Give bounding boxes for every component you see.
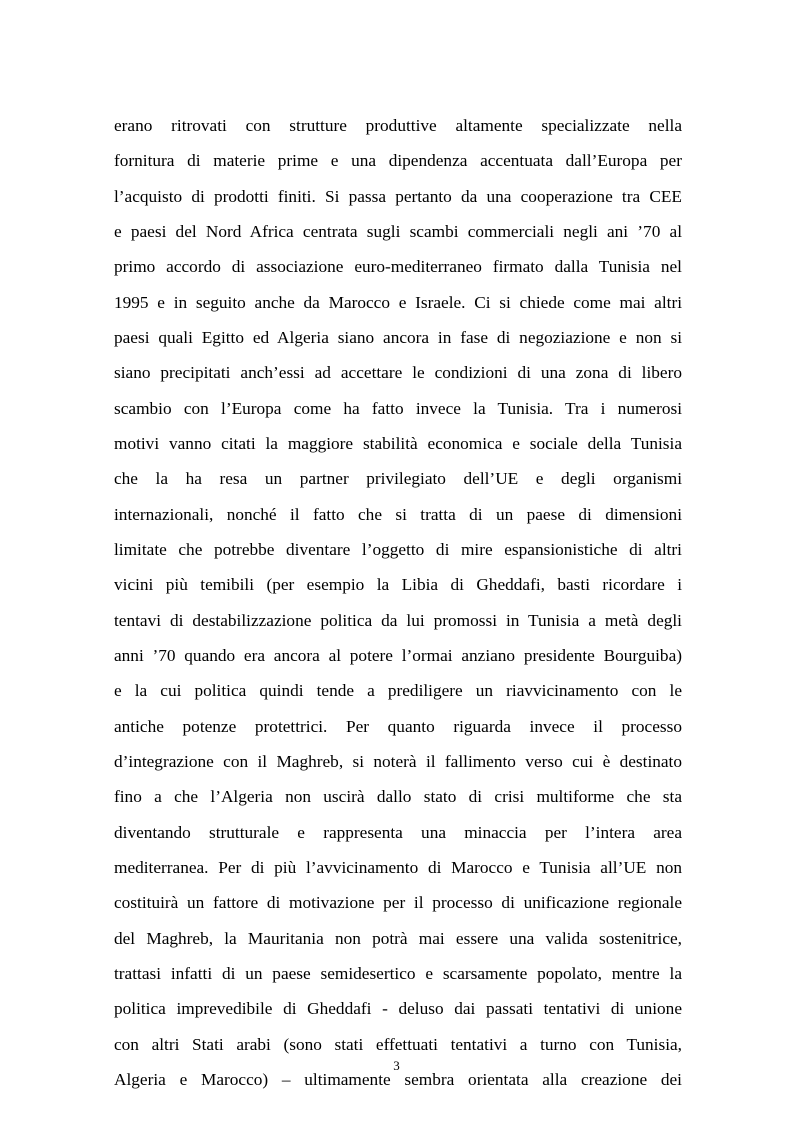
text-line: d’integrazione con il Maghreb, si noterà il fallimento verso cui è destinato (114, 751, 682, 771)
text-line: 1995 e in seguito anche da Marocco e Israele. Ci si chiede come mai altri (114, 292, 682, 312)
body-paragraph (114, 108, 682, 1097)
page-number: 3 (393, 1058, 400, 1073)
text-line: motivi vanno citati la maggiore stabilità economica e sociale della Tunisia (114, 433, 682, 453)
text-line: limitate che potrebbe diventare l’oggetto di mire espansionistiche di altri (114, 539, 682, 559)
text-line: anni ’70 quando era ancora al potere l’ormai anziano presidente Bourguiba) (114, 645, 682, 665)
text-line: paesi quali Egitto ed Algeria siano ancora in fase di negoziazione e non si (114, 327, 682, 347)
text-line: fino a che l’Algeria non uscirà dallo stato di crisi multiforme che sta (114, 787, 682, 807)
text-line: politica imprevedibile di Gheddafi - deluso dai passati tentativi di unione (114, 999, 682, 1019)
text-line: diventando strutturale e rappresenta una minaccia per l’intera area (114, 822, 682, 842)
text-line: e la cui politica quindi tende a prediligere un riavvicinamento con le (114, 681, 682, 701)
text-line: che la ha resa un partner privilegiato dell’UE e degli organismi (114, 469, 682, 489)
text-line: siano precipitati anch’essi ad accettare le condizioni di una zona di libero (114, 363, 682, 383)
text-line: primo accordo di associazione euro-mediterraneo firmato dalla Tunisia nel (114, 257, 682, 277)
text-line: antiche potenze protettrici. Per quanto riguarda invece il processo (114, 716, 682, 736)
text-line: del Maghreb, la Mauritania non potrà mai essere una valida sostenitrice, (114, 928, 682, 948)
text-line: l’acquisto di prodotti finiti. Si passa pertanto da una cooperazione tra CEE (114, 186, 682, 206)
text-line: e paesi del Nord Africa centrata sugli scambi commerciali negli ani ’70 al (114, 221, 682, 241)
text-line: tentavi di destabilizzazione politica da lui promossi in Tunisia a metà degli (114, 610, 682, 630)
text-line: mediterranea. Per di più l’avvicinamento di Marocco e Tunisia all’UE non (114, 857, 682, 877)
text-line: erano ritrovati con strutture produttive altamente specializzate nella (114, 116, 682, 135)
text-line: scambio con l’Europa come ha fatto invece la Tunisia. Tra i numerosi (114, 398, 682, 418)
text-line: internazionali, nonché il fatto che si tratta di un paese di dimensioni (114, 504, 682, 524)
text-line: fornitura di materie prime e una dipendenza accentuata dall’Europa per (114, 151, 682, 171)
text-line: Algeria e Marocco) – ultimamente sembra orientata alla creazione dei (114, 1069, 682, 1089)
text-line: con altri Stati arabi (sono stati effettuati tentativi a turno con Tunisia, (114, 1034, 682, 1054)
text-line: trattasi infatti di un paese semidesertico e scarsamente popolato, mentre la (114, 963, 682, 983)
text-line: vicini più temibili (per esempio la Libia di Gheddafi, basti ricordare i (114, 575, 682, 595)
text-line: costituirà un fattore di motivazione per il processo di unificazione regionale (114, 893, 682, 913)
